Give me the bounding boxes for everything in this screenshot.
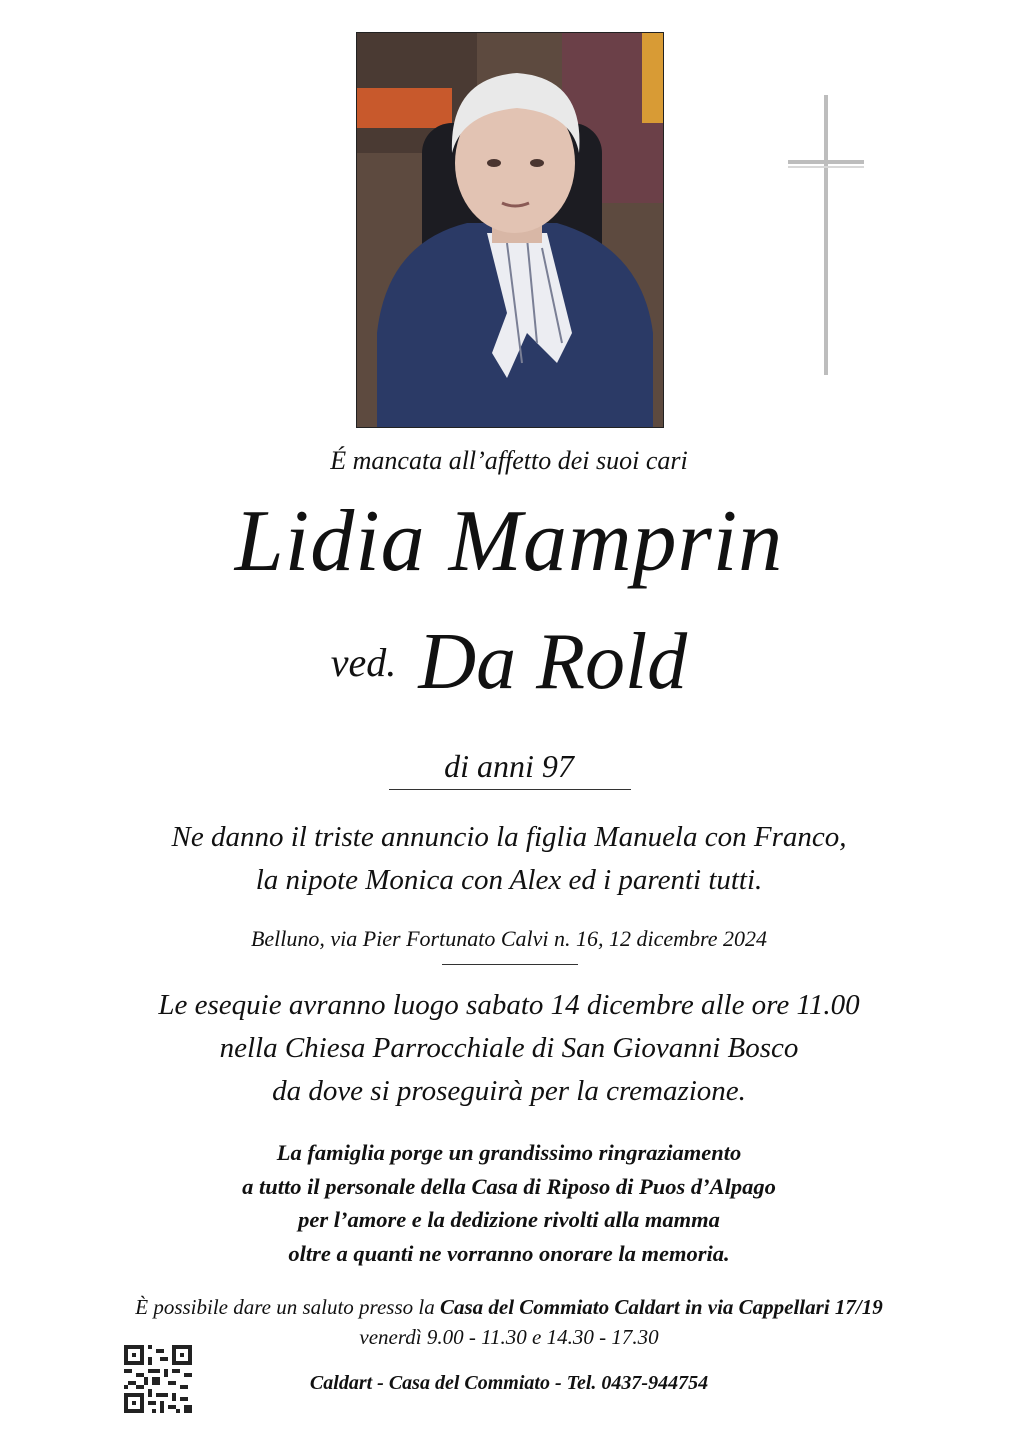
place-date: Belluno, via Pier Fortunato Calvi n. 16, 12 dicembre 2024 bbox=[250, 926, 768, 951]
visit-hours: venerdì 9.00 - 11.30 e 14.30 - 17.30 bbox=[359, 1325, 659, 1349]
visit-location-line bbox=[0, 1292, 1018, 1322]
deceased-name: Lidia Mamprin bbox=[234, 493, 784, 590]
visit-info bbox=[0, 1292, 1018, 1352]
funeral-line: da dove si proseguirà per la cremazione. bbox=[272, 1075, 746, 1107]
intro-text: É mancata all’affetto dei suoi cari bbox=[330, 446, 688, 475]
thanks-line: a tutto il personale della Casa di Riposo di Puos d’Alpago bbox=[242, 1173, 776, 1199]
visit-prefix: È possibile dare un saluto presso la bbox=[135, 1295, 440, 1319]
announcement-line: la nipote Monica con Alex ed i parenti tutti. bbox=[255, 864, 763, 896]
funeral-line: nella Chiesa Parrocchiale di San Giovanni Bosco bbox=[219, 1032, 799, 1064]
portrait-photo bbox=[356, 32, 664, 428]
funeral-info bbox=[0, 984, 1018, 1113]
age-text: di anni 97 bbox=[444, 748, 574, 784]
cross-icon bbox=[778, 80, 878, 385]
ved-prefix: ved. bbox=[330, 640, 397, 685]
thanks-line: oltre a quanti ne vorranno onorare la memoria. bbox=[288, 1240, 730, 1266]
funeral-line: Le esequie avranno luogo sabato 14 dicembre alle ore 11.00 bbox=[158, 989, 860, 1021]
announcement bbox=[0, 816, 1018, 902]
footer-contact: Caldart - Casa del Commiato - Tel. 0437-944754 bbox=[309, 1372, 709, 1394]
thanks-line: per l’amore e la dedizione rivolti alla mamma bbox=[298, 1207, 720, 1232]
thanks-message bbox=[0, 1136, 1018, 1270]
divider bbox=[389, 789, 631, 790]
thanks-line: La famiglia porge un grandissimo ringraziamento bbox=[276, 1140, 742, 1165]
married-name-line bbox=[0, 618, 1018, 706]
visit-location: Casa del Commiato Caldart in via Cappellari 17/19 bbox=[439, 1295, 883, 1319]
announcement-line: Ne danno il triste annuncio la figlia Manuela con Franco, bbox=[171, 821, 847, 853]
married-name: Da Rold bbox=[418, 618, 688, 706]
divider bbox=[442, 964, 578, 965]
